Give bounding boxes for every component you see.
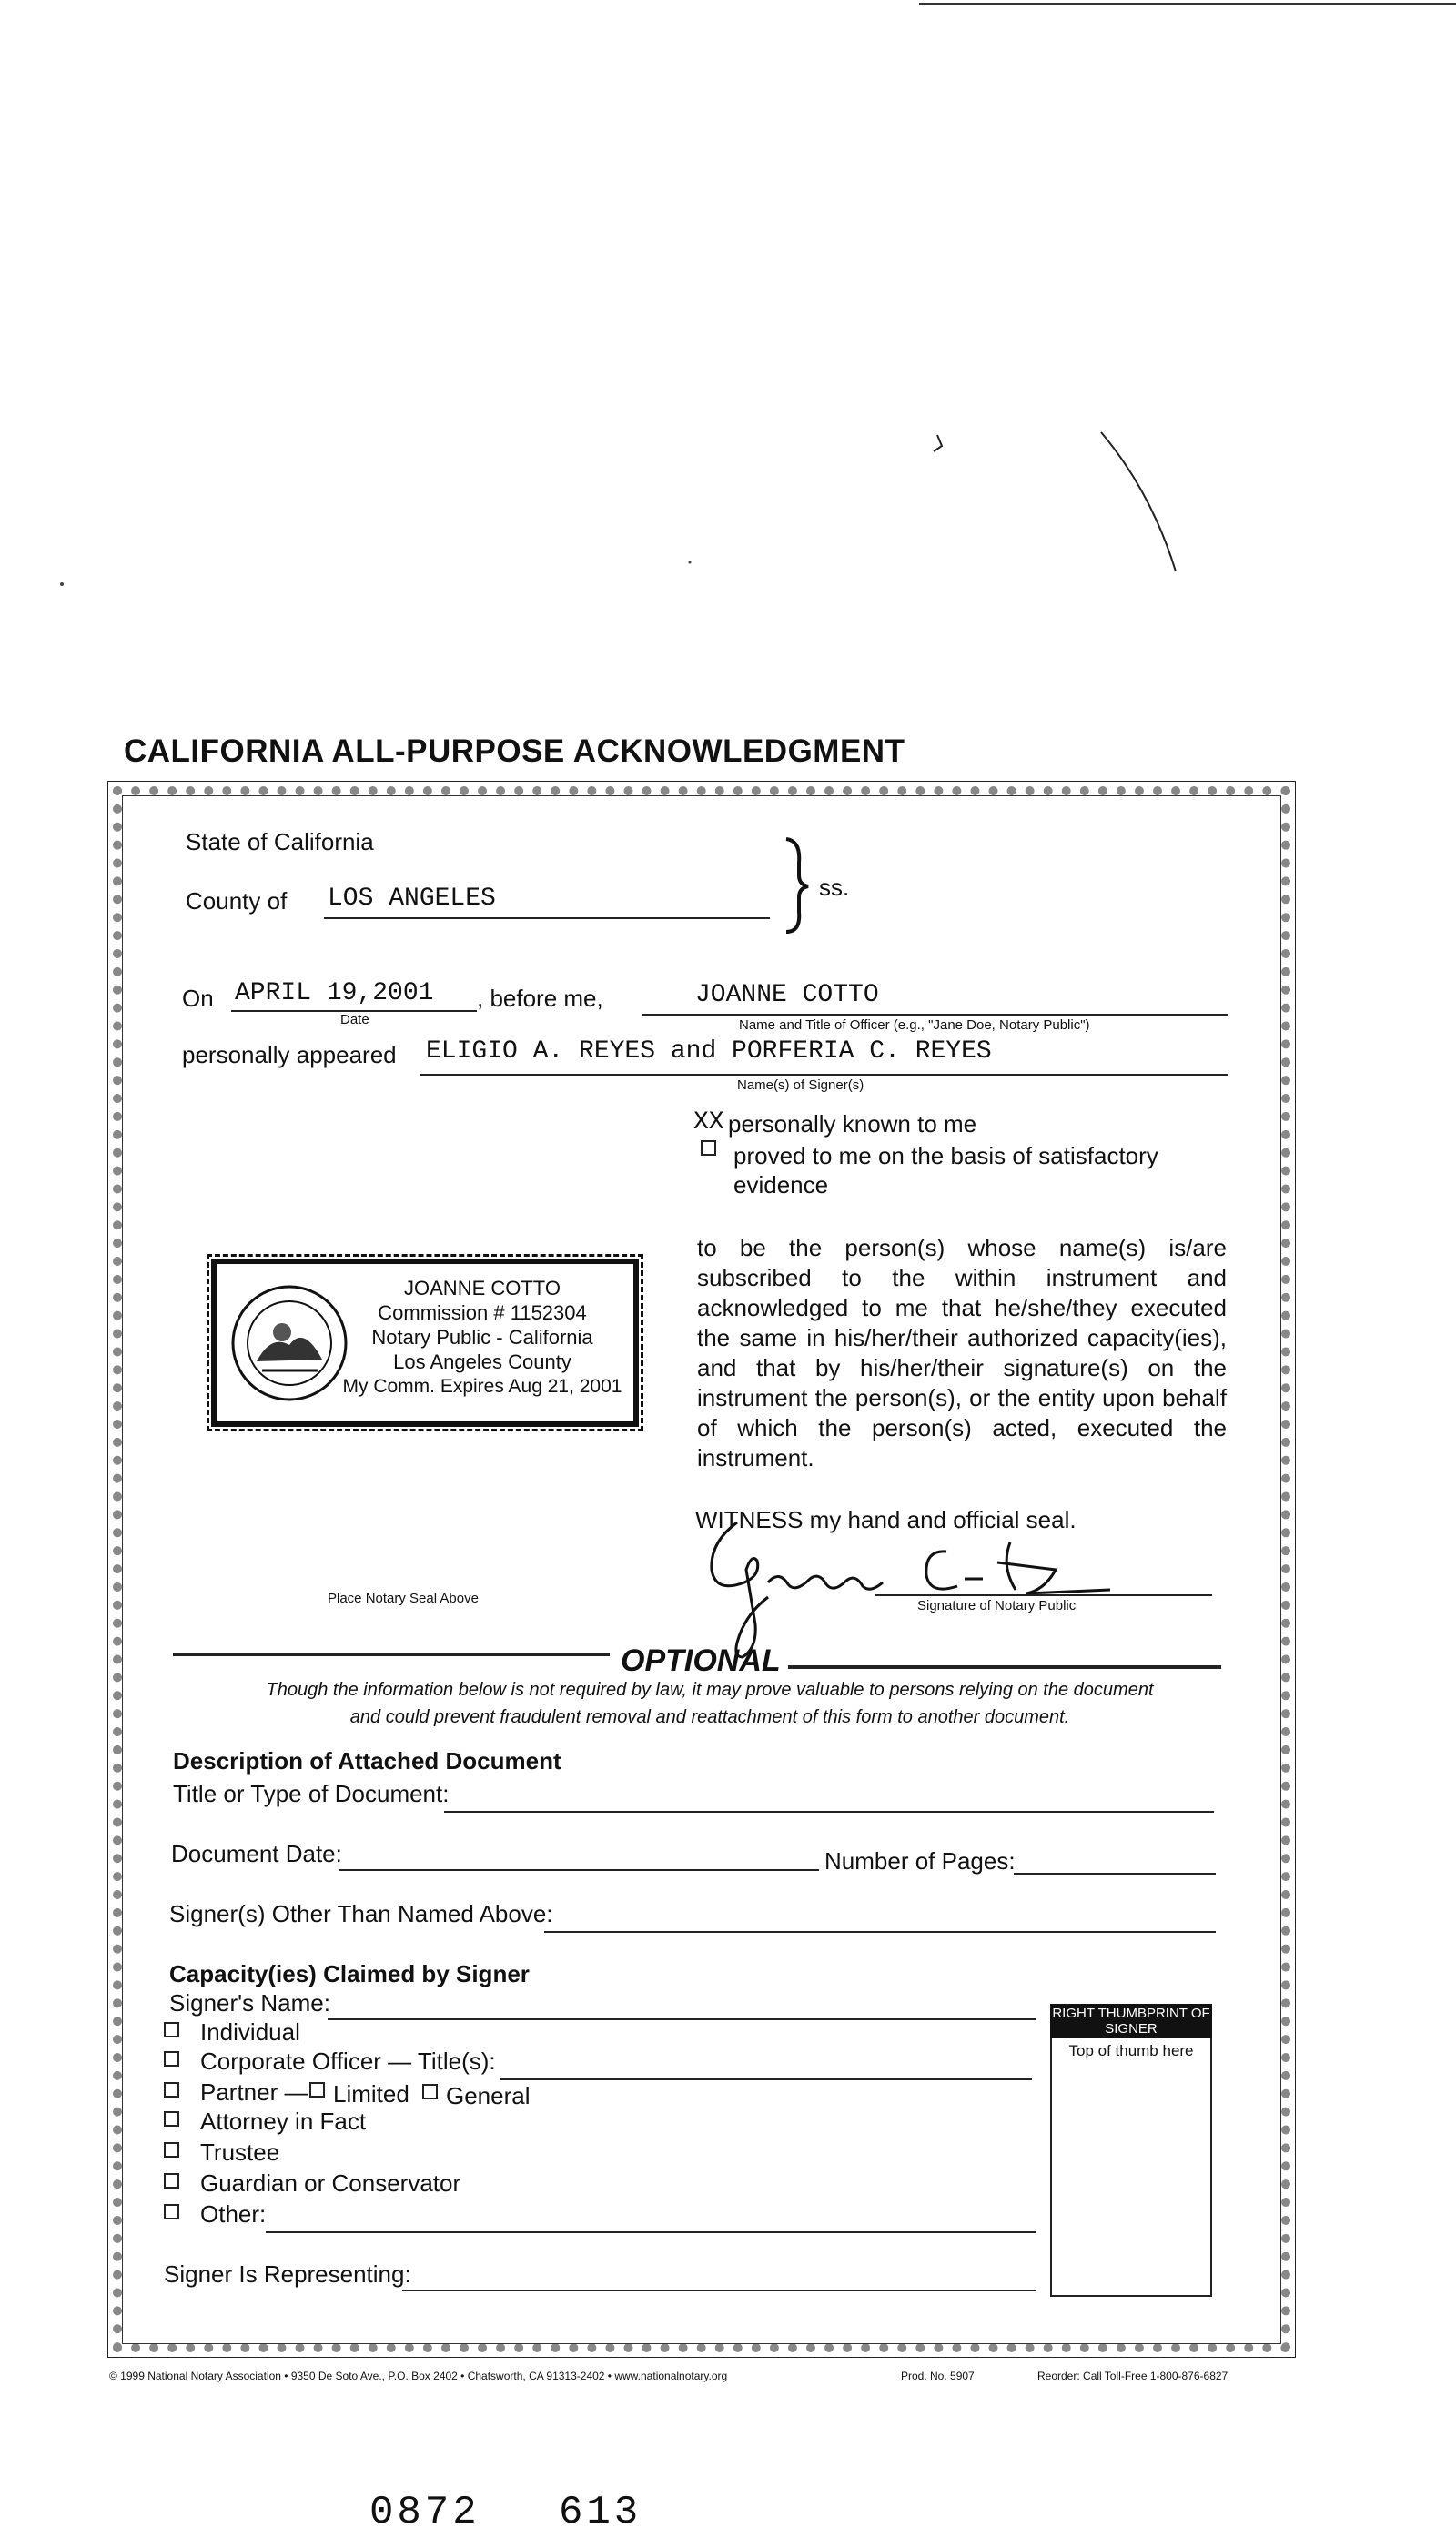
footer-prod-no: Prod. No. 5907	[901, 2370, 975, 2382]
capacity-partner: Partner —	[200, 2078, 308, 2106]
footer-reorder: Reorder: Call Toll-Free 1-800-876-6827	[1037, 2370, 1228, 2382]
proved-checkbox[interactable]	[701, 1140, 716, 1156]
signature-line	[875, 1594, 1212, 1596]
partner-limited-checkbox[interactable]	[309, 2082, 325, 2098]
trustee-checkbox[interactable]	[164, 2142, 179, 2158]
county-line	[324, 917, 770, 919]
attorney-in-fact-checkbox[interactable]	[164, 2111, 179, 2127]
document-date-field[interactable]	[339, 1869, 819, 1871]
county-value: LOS ANGELES	[328, 885, 496, 913]
county-label: County of	[186, 887, 288, 915]
signers-caption: Name(s) of Signer(s)	[737, 1077, 864, 1093]
other-field[interactable]	[266, 2231, 1036, 2233]
optional-rule-right	[788, 1665, 1221, 1669]
capacity-other: Other:	[200, 2200, 267, 2228]
title-type-field[interactable]	[444, 1811, 1214, 1813]
other-signers-field[interactable]	[544, 1931, 1216, 1933]
personally-appeared-label: personally appeared	[182, 1041, 397, 1068]
stamp-number-left: 0872	[369, 2490, 480, 2535]
form-title: CALIFORNIA ALL-PURPOSE ACKNOWLEDGMENT	[124, 733, 905, 769]
proved-label: proved to me on the basis of satisfactory evidence	[733, 1142, 1158, 1198]
optional-note-line2: and could prevent fraudulent removal and reattachment of this form to another document.	[349, 1707, 1070, 1727]
optional-heading: OPTIONAL	[621, 1643, 781, 1678]
other-checkbox[interactable]	[164, 2204, 179, 2219]
corporate-officer-checkbox[interactable]	[164, 2051, 179, 2067]
number-of-pages-label: Number of Pages:	[824, 1847, 1016, 1875]
before-me-label: , before me,	[477, 985, 603, 1012]
capacity-trustee: Trustee	[200, 2138, 280, 2166]
officer-value: JOANNE COTTO	[695, 981, 879, 1009]
signer-name-field[interactable]	[328, 2018, 1036, 2020]
certificate-text: to be the person(s) whose name(s) is/are subscribed to the within instrument and acknowledged to me that he/she/they executed the same in his/her/their authorized capacity(ies), and that by his/her/their signature(s) on the instrument the person(s), or the entity upon behalf of which the person(s) acted, executed the instrument.	[697, 1234, 1227, 1471]
capacity-corporate-officer: Corporate Officer — Title(s):	[200, 2048, 496, 2075]
witness-label: WITNESS my hand and official seal.	[695, 1506, 1077, 1533]
california-seal-icon	[226, 1279, 353, 1407]
capacity-guardian: Guardian or Conservator	[200, 2169, 461, 2197]
seal-title: Notary Public - California	[371, 1326, 593, 1349]
brace-icon	[781, 835, 817, 935]
seal-name: JOANNE COTTO	[404, 1277, 561, 1299]
capacity-attorney-in-fact: Attorney in Fact	[200, 2108, 367, 2135]
stamp-number-right: 613	[559, 2490, 642, 2535]
scan-artifacts	[0, 0, 1456, 637]
partner-general-label: General	[446, 2082, 531, 2109]
seal-county: Los Angeles County	[393, 1350, 571, 1373]
capacity-individual: Individual	[200, 2018, 300, 2046]
seal-expires: My Comm. Expires Aug 21, 2001	[342, 1376, 622, 1397]
state-label: State of California	[186, 828, 374, 855]
number-of-pages-field[interactable]	[1014, 1873, 1216, 1875]
capacity-heading: Capacity(ies) Claimed by Signer	[169, 1960, 530, 1987]
partner-limited-label: Limited	[333, 2080, 410, 2108]
thumbprint-header: RIGHT THUMBPRINT OF SIGNER	[1050, 2004, 1212, 2038]
known-label: personally known to me	[728, 1110, 977, 1138]
signers-value: ELIGIO A. REYES and PORFERIA C. REYES	[426, 1037, 992, 1066]
signers-line	[420, 1074, 1228, 1076]
corporate-title-field[interactable]	[500, 2078, 1032, 2080]
seal-caption: Place Notary Seal Above	[328, 1591, 479, 1606]
title-type-label: Title or Type of Document:	[173, 1780, 450, 1807]
on-label: On	[182, 985, 214, 1012]
date-caption: Date	[340, 1012, 369, 1027]
signer-name-label: Signer's Name:	[169, 1989, 330, 2017]
thumbprint-caption: Top of thumb here	[1068, 2042, 1194, 2059]
officer-line	[642, 1014, 1228, 1016]
description-heading: Description of Attached Document	[173, 1747, 561, 1774]
representing-label: Signer Is Representing:	[164, 2260, 411, 2288]
optional-note-line1: Though the information below is not required by law, it may prove valuable to persons relying on the document	[266, 1680, 1154, 1700]
footer-copyright: © 1999 National Notary Association • 9350 De Soto Ave., P.O. Box 2402 • Chatsworth, CA 91313-2402 • www.nationalnotary.org	[109, 2370, 728, 2382]
partner-checkbox[interactable]	[164, 2082, 179, 2098]
individual-checkbox[interactable]	[164, 2022, 179, 2037]
known-mark: XX	[693, 1108, 724, 1137]
other-signers-label: Signer(s) Other Than Named Above:	[169, 1900, 553, 1927]
representing-field[interactable]	[402, 2290, 1036, 2291]
document-date-label: Document Date:	[171, 1840, 342, 1867]
seal-commission: Commission # 1152304	[378, 1301, 587, 1324]
guardian-checkbox[interactable]	[164, 2173, 179, 2189]
date-value: APRIL 19,2001	[235, 979, 434, 1007]
signature-caption: Signature of Notary Public	[917, 1598, 1077, 1613]
partner-general-checkbox[interactable]	[422, 2084, 438, 2099]
ss-label: ss.	[819, 874, 850, 901]
officer-caption: Name and Title of Officer (e.g., "Jane Doe, Notary Public")	[739, 1017, 1090, 1033]
optional-rule-left	[173, 1653, 610, 1656]
